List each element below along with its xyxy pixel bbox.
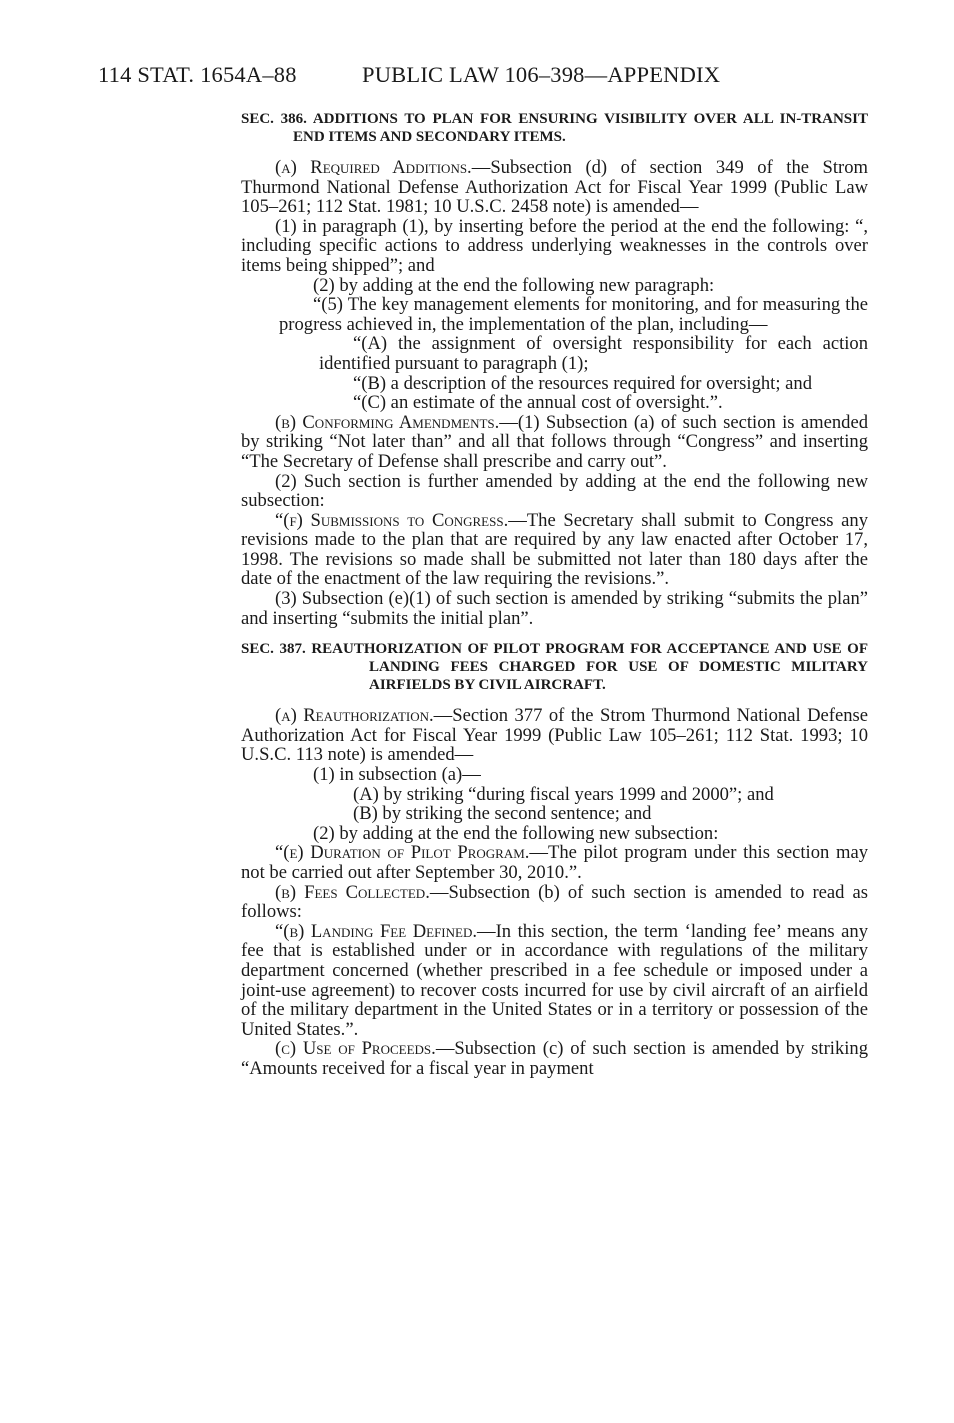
subsection-f-label: “(f) Submissions to Congress. [275,509,509,531]
stat-page-id: 114 STAT. 1654A–88 [98,62,297,87]
landing-fee-text: —In this section, the term ‘landing fee’ means any fee that is established under or in accordance with regulations of the military department concerned (whether prescribed in a fee schedule or imposed under a joint-use agreement) to recover costs incurred for use by civil aircraft of an airfield of the military department in the United States or in a territory or possession of the United States.”. [241,920,868,1040]
quoted-subparagraph-A: “(A) the assignment of oversight responsibility for each action identified pursuant to paragraph (1); [319,333,868,374]
section-386-heading: SEC. 386. ADDITIONS TO PLAN FOR ENSURING VISIBILITY OVER ALL IN-TRANSIT END ITEMS AND SECONDARY ITEMS. [241,111,868,145]
subsection-b-text: —(1) Subsection (a) of such section is amended by striking “Not later than” and all that follows through “Congress” and inserting “The Secretary of Defense shall prescribe and carry out”. [241,411,868,472]
section-387-heading: SEC. 387. REAUTHORIZATION OF PILOT PROGRAM FOR ACCEPTANCE AND USE OF LANDING FEES CHARGED FOR USE OF DOMESTIC MILITARY AIRFIELDS BY CIVIL AIRCRAFT. [241,641,868,694]
landing-fee-label: “(b) Landing Fee Defined. [275,920,477,942]
quoted-subsection-b [241,922,868,1040]
subparagraph-a1B: (B) by striking the second sentence; and [353,803,652,825]
sec386-subsection-a [241,158,868,217]
document-body [241,110,868,1079]
paragraph-a2: (2) by adding at the end the following new paragraph: [313,274,715,296]
subsection-a-label: (a) Required Additions. [275,157,472,178]
subsection-a-text: —Section 377 of the Strom Thurmond National Defense Authorization Act for Fiscal Year 1999 (Public Law 105–261; 112 Stat. 1993; 10 U.S.C. 113 note) is amended— [241,705,868,766]
quoted-subparagraph-B: “(B) a description of the resources required for oversight; and [353,372,812,394]
page-header [98,62,878,88]
quoted-subsection-e [241,843,868,882]
subsection-a-label: (a) Reauthorization. [275,705,434,727]
sec387-subsection-b [241,883,868,922]
sec386-subsection-b [241,413,868,472]
paragraph-a1-text: (1) in paragraph (1), by inserting before the period at the end the following: “, including specific actions to address underlying weaknesses in the controls over items being shipped”; and [241,215,868,276]
subsection-a-text: —Subsection (d) of section 349 of the Strom Thurmond National Defense Authorization Act for Fiscal Year 1999 (Public Law 105–261; 112 Stat. 1981; 10 U.S.C. 2458 note) is amended— [241,157,869,218]
subsection-b-label: (b) Conforming Amendments. [275,411,500,433]
subsection-f-text: —The Secretary shall submit to Congress any revisions made to the plan that are required by any law enacted after October 17, 1998. The revisions so made shall be submitted not later than 180 days after the date of the enactment of the law requiring the revisions.”. [241,509,868,590]
paragraph-a1: (1) in subsection (a)— [313,764,481,786]
sec387-subsection-c [241,1039,868,1078]
sec387-subsection-a [241,706,868,765]
subparagraph-a1A: (A) by striking “during fiscal years 1999 and 2000”; and [353,783,774,805]
quoted-subsection-f [241,511,868,589]
paragraph-b2: (2) Such section is further amended by adding at the end the following new subsection: [241,470,868,512]
subsection-b-text: —Subsection (b) of such section is amended to read as follows: [241,881,868,923]
subsection-b-label: (b) Fees Collected. [275,881,430,903]
paragraph-a2: (2) by adding at the end the following new subsection: [313,822,719,844]
subsection-c-text: —Subsection (c) of such section is amended by striking “Amounts received for a fiscal year in payment [241,1038,868,1079]
paragraph-b3: (3) Subsection (e)(1) of such section is amended by striking “submits the plan” and inserting “submits the initial plan”. [241,588,868,629]
subsection-e-text: —The pilot program under this section may not be carried out after September 30, 2010.”. [241,842,868,883]
quoted-paragraph-5: “(5) The key management elements for monitoring, and for measuring the progress achieved in, the implementation of the plan, including— [279,294,868,335]
quoted-subparagraph-C: “(C) an estimate of the annual cost of oversight.”. [353,392,723,414]
law-title: PUBLIC LAW 106–398—APPENDIX [362,62,721,87]
subsection-c-label: (c) Use of Proceeds. [275,1038,436,1060]
subsection-e-label: “(e) Duration of Pilot Program. [275,842,530,864]
paragraph-a1 [203,217,868,276]
